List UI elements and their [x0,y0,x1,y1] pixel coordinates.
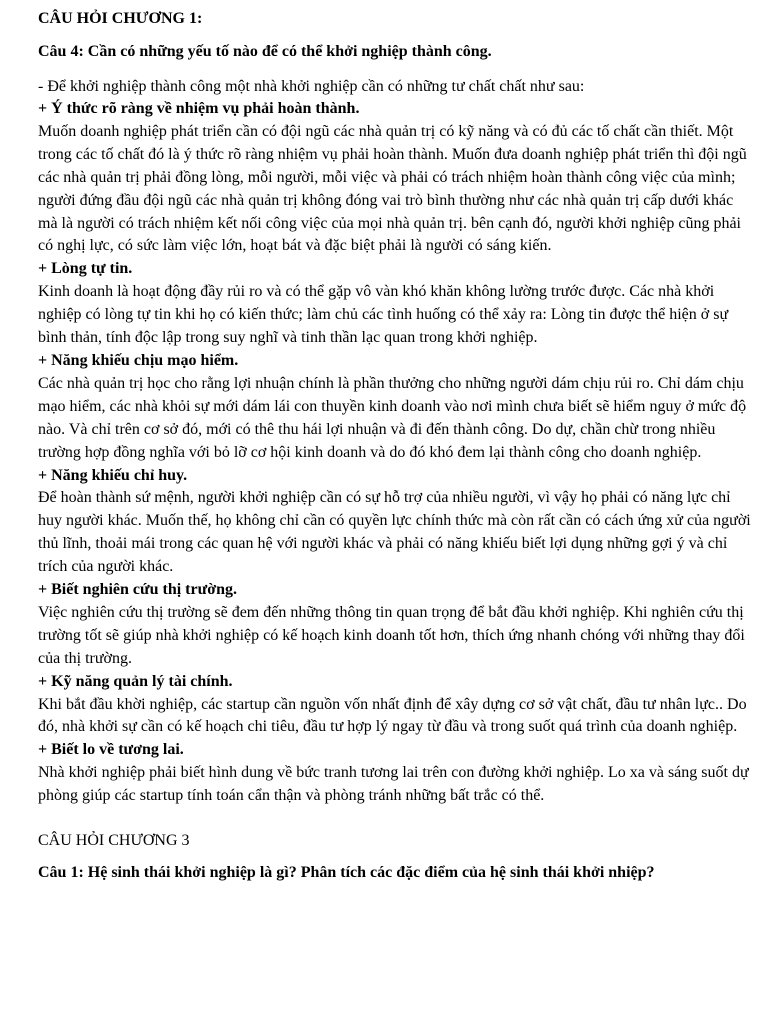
question-1-title: Câu 1: Hệ sinh thái khởi nghiệp là gì? Phân tích các đặc điểm của hệ sinh thái khởi nhiệp? [38,864,655,882]
trait-title: + Kỹ năng quản lý tài chính. [38,672,233,690]
intro-paragraph: - Để khởi nghiệp thành công một nhà khởi nghiệp cần có những tư chất chất như sau: [38,78,585,95]
trait-body: Khi bắt đầu khời nghiệp, các startup cần nguồn vốn nhất định để xây dựng cơ sở vật chất, đầu tư nhân lực.. Do đó, nhà khởi sự cần có kế hoạch chi tiêu, đầu tư hợp lý ngay từ đầu và trong suốt quá trình của doanh nghiệp. [38,695,747,736]
trait-body: Các nhà quản trị học cho rằng lợi nhuận chính là phần thưởng cho những người dám chịu rủi ro. Chỉ dám chịu mạo hiểm, các nhà khỏi sự mới dám lái con thuyền kinh doanh vào nơi mình chưa biết sẽ hiểm nguy ở mức độ nào. Và chỉ trên cơ sở đó, mới có thê thu hái lợi nhuận và đi đến thành công. Do dự, chần chừ trong nhiều trường hợp đồng nghĩa với bỏ lỡ cơ hội kinh doanh và do đó khó đem lại thành công cho doanh nghiệp. [38,374,747,461]
trait-title: + Lòng tự tin. [38,260,133,278]
trait-title: + Ý thức rõ ràng về nhiệm vụ phải hoàn thành. [38,100,360,117]
chapter-1-heading: CÂU HỎI CHƯƠNG 1: [38,10,203,27]
trait-leadership [38,465,754,580]
trait-title: + Năng khiếu chịu mạo hiểm. [38,351,239,369]
question-4-title: Câu 4: Cần có những yếu tố nào để có thể khởi nghiệp thành công. [38,43,492,60]
trait-market-research [38,579,754,671]
trait-body: Việc nghiên cứu thị trường sẽ đem đến những thông tin quan trọng để bắt đầu khởi nghiệp. Khi nghiên cứu thị trường tốt sẽ giúp nhà khởi nghiệp có kế hoạch kinh doanh tốt hơn, thích ứng nhanh chóng với những thay đổi của thị trường. [38,603,745,667]
trait-future-planning [38,739,754,808]
trait-ambition [38,98,754,258]
trait-title: + Biết lo về tương lai. [38,741,184,759]
trait-body: Kinh doanh là hoạt động đầy rủi ro và có thể gặp vô vàn khó khăn không lường trước được. Các nhà khởi nghiệp có lòng tự tin khi họ có kiến thức; làm chủ các tình huống có thể xảy ra: Lòng tin được thể hiện ở sự bình thản, tính độc lập trong suy nghĩ và tinh thần lạc quan trong khởi nghiệp. [38,283,729,347]
trait-risk-taking [38,350,754,465]
trait-financial-management [38,671,754,740]
trait-body: Nhà khởi nghiệp phải biết hình dung về bức tranh tương lai trên con đường khởi nghiệp. Lo xa và sáng suốt dự phòng giúp các startup tính toán cẩn thận và phòng tránh những bất trắc có thể. [38,764,749,805]
trait-title: + Biết nghiên cứu thị trường. [38,581,237,599]
trait-confidence [38,258,754,350]
trait-body: Để hoàn thành sứ mệnh, người khởi nghiệp cần có sự hỗ trợ của nhiều người, vì vậy họ phải có năng lực chỉ huy người khác. Muốn thế, họ không chỉ cần có quyền lực chính thức mà còn rất cần có cách ứng xử của người thủ lĩnh, thoải mái trong các quan hệ với người khác và phải có năng khiếu biết lợi dụng những gợi ý và chỉ trích của người khác. [38,489,751,576]
trait-body: Muốn doanh nghiệp phát triển cần có đội ngũ các nhà quản trị có kỹ năng và có đủ các tố chất cần thiết. Một trong các tố chất đó là ý thức rõ ràng nhiệm vụ phải hoàn thành. Muốn đưa doanh nghiệp phát triển thì đội ngũ các nhà quản trị phải đồng lòng, mỗi người, mỗi việc và phải có trách nhiệm hoàn thành công việc của mình; người đứng đầu đội ngũ các nhà quản trị không đóng vai trò bình thường như các nhà quản trị cấp dưới khác mà là người có trách nhiệm kết nối công việc của mọi nhà quản trị. bên cạnh đó, người khởi nghiệp cũng phải có nghị lực, có sức làm việc lớn, hoạt bát và đặc biệt phải là người có sáng kiến. [38,122,747,255]
chapter-3-heading: CÂU HỎI CHƯƠNG 3 [38,832,190,850]
trait-title: + Năng khiếu chỉ huy. [38,466,188,484]
